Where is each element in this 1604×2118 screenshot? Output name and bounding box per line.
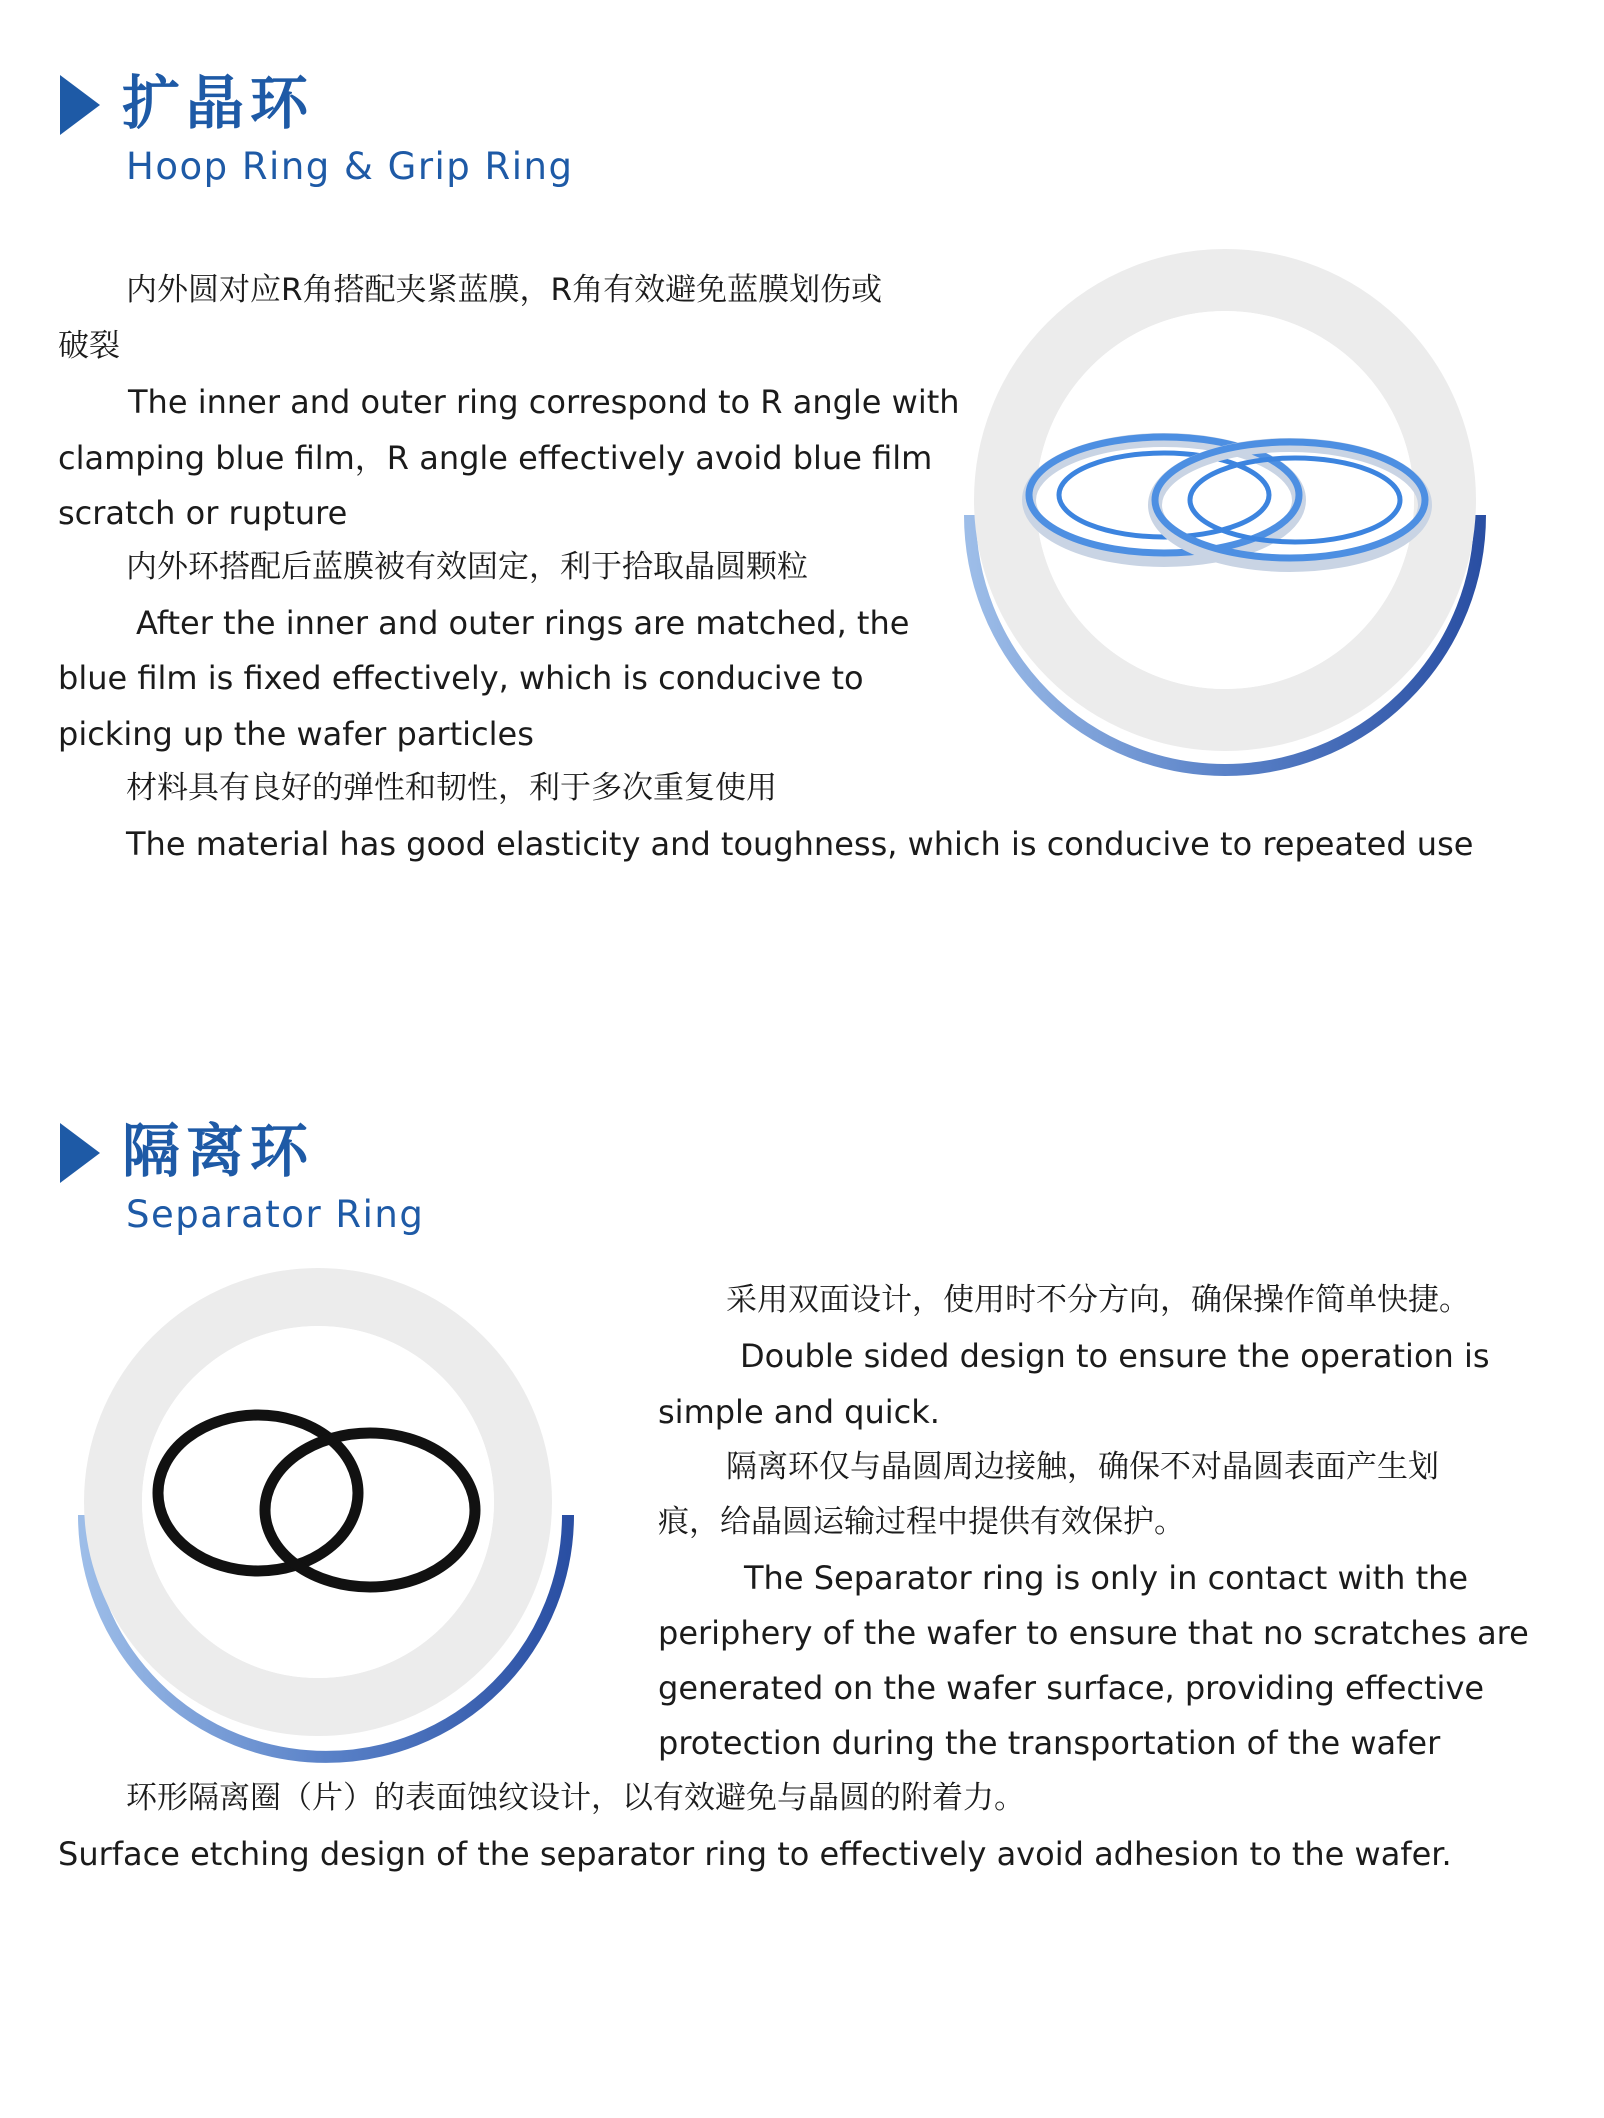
section1-title-cn: 扩晶环 <box>122 69 315 137</box>
hoop-ring-product-image <box>960 255 1520 795</box>
section1-line: 内外环搭配后蓝膜被有效固定，利于拾取晶圆颗粒 <box>126 549 808 585</box>
section1-line: 内外圆对应R角搭配夹紧蓝膜，R角有效避免蓝膜划伤或 <box>126 272 883 308</box>
section2-line: 采用双面设计，使用时不分方向，确保操作简单快捷。 <box>726 1282 1470 1318</box>
section2-title-en: Separator Ring <box>126 1193 425 1236</box>
section1-line: The material has good elasticity and toughness, which is conducive to repeated use <box>126 825 1474 863</box>
section1-line: The inner and outer ring correspond to R angle with <box>128 383 960 421</box>
section1-line: blue film is fixed effectively, which is conducive to <box>58 659 864 697</box>
section2-line: 痕，给晶圆运输过程中提供有效保护。 <box>658 1504 1185 1540</box>
section2-line: protection during the transportation of the wafer <box>658 1724 1441 1762</box>
section2-line: generated on the wafer surface, providing effective <box>658 1669 1485 1707</box>
section1-line: After the inner and outer rings are matched, the <box>136 604 910 642</box>
section-marker-triangle-icon <box>60 75 100 135</box>
section2-line: periphery of the wafer to ensure that no scratches are <box>658 1614 1529 1652</box>
section-marker-triangle-icon <box>60 1123 100 1183</box>
section1-title-en: Hoop Ring & Grip Ring <box>126 145 574 188</box>
section1-line: picking up the wafer particles <box>58 715 534 753</box>
section2-title-cn: 隔离环 <box>122 1117 315 1185</box>
frame-inner <box>1036 311 1414 689</box>
section1-line: 破裂 <box>58 328 120 364</box>
section2-line: Double sided design to ensure the operation is <box>740 1337 1490 1375</box>
separator-ring-product-image <box>70 1270 590 1770</box>
section2-line: simple and quick. <box>658 1393 940 1431</box>
section1-line: 材料具有良好的弹性和韧性，利于多次重复使用 <box>126 770 777 806</box>
section2-line: Surface etching design of the separator ring to effectively avoid adhesion to the wafer. <box>58 1835 1452 1873</box>
section1-line: scratch or rupture <box>58 494 348 532</box>
section2-line: 隔离环仅与晶圆周边接触，确保不对晶圆表面产生划 <box>726 1449 1439 1485</box>
frame-inner <box>142 1326 494 1678</box>
section1-line: clamping blue film，R angle effectively avoid blue film <box>58 439 933 477</box>
section2-line: The Separator ring is only in contact with the <box>744 1559 1469 1597</box>
section2-line: 环形隔离圈（片）的表面蚀纹设计，以有效避免与晶圆的附着力。 <box>126 1780 1025 1816</box>
